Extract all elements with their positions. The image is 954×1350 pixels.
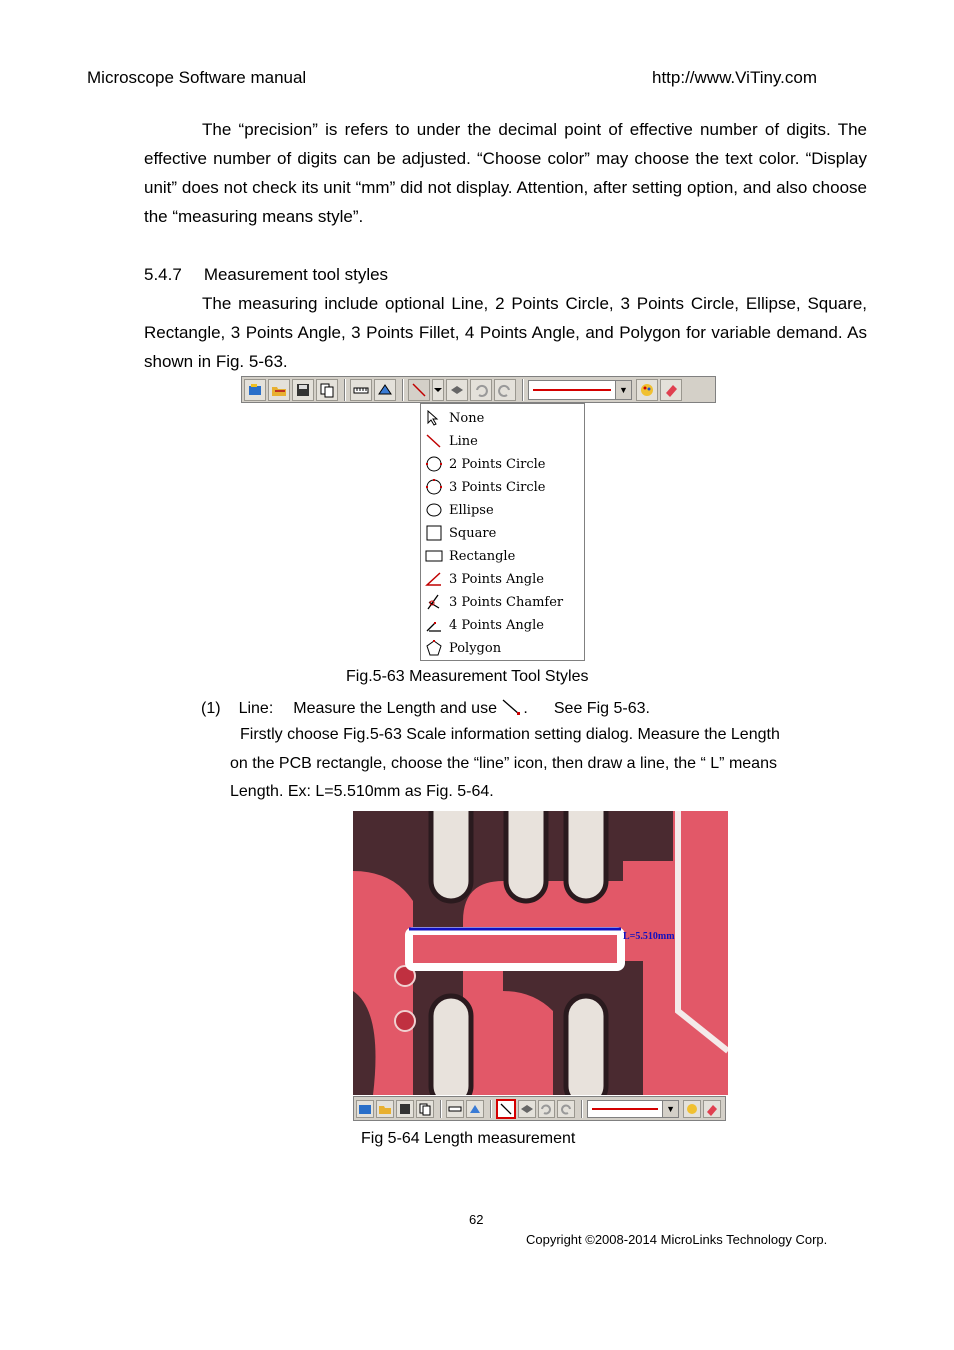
menu-item-square[interactable]: Square [425, 522, 496, 544]
fig64-toolbar [353, 1096, 726, 1121]
angle-4pt-icon [425, 617, 443, 633]
section-number: 5.4.7 [144, 265, 182, 284]
eraser-layer-icon[interactable] [518, 1100, 536, 1118]
line-tool-icon [501, 698, 523, 716]
copy-icon[interactable] [316, 379, 338, 401]
save-disk-icon[interactable] [396, 1100, 414, 1118]
circle-3pt-icon [425, 479, 443, 495]
page-number: 62 [469, 1212, 484, 1227]
copy-icon[interactable] [416, 1100, 434, 1118]
header-url: http://www.ViTiny.com [652, 68, 818, 87]
menu-item-line[interactable]: Line [425, 430, 478, 452]
item1-desc-line2: on the PCB rectangle, choose the “line” icon, then draw a line, the “ L” means [230, 755, 777, 772]
line-tool-icon[interactable] [408, 379, 430, 401]
measurement-tool-menu [420, 403, 585, 661]
redo-icon[interactable] [557, 1100, 575, 1118]
section-title: Measurement tool styles [203, 265, 389, 284]
rectangle-icon [425, 548, 443, 564]
tool-dropdown-arrow-icon[interactable] [432, 379, 444, 401]
item1-text-c: See Fig 5-63. [553, 700, 650, 717]
menu-item-2-points-circle[interactable]: 2 Points Circle [425, 453, 545, 475]
open-camera-icon[interactable] [244, 379, 266, 401]
line-style-select[interactable]: ▼ [587, 1100, 679, 1118]
calibrate-icon[interactable] [466, 1100, 484, 1118]
menu-item-rectangle[interactable]: Rectangle [425, 545, 515, 567]
redo-icon[interactable] [494, 379, 516, 401]
section-heading [144, 260, 388, 289]
menu-item-3-points-circle[interactable]: 3 Points Circle [425, 476, 545, 498]
undo-icon[interactable] [538, 1100, 556, 1118]
pcb-micrograph [353, 811, 728, 1095]
eraser-icon[interactable] [660, 379, 682, 401]
item1-num: (1) [201, 700, 221, 717]
color-palette-icon[interactable] [636, 379, 658, 401]
toolbar-separator [581, 1100, 583, 1118]
pcb-image [353, 811, 728, 1095]
menu-item-3-points-angle[interactable]: 3 Points Angle [425, 568, 544, 590]
intro-paragraph: The “precision” is refers to under the decimal point of effective number of digits. The effective number of digits can be adjusted. “Choose color” may choose the text color. “Display unit” does not check its unit “mm” did not display. Attention, after setting option, and also choose the “measuring means style”. [144, 120, 867, 226]
toolbar-separator [490, 1100, 492, 1118]
save-disk-icon[interactable] [292, 379, 314, 401]
item1-desc-line3: Length. Ex: L=5.510mm as Fig. 5-64. [230, 783, 494, 800]
fig64-caption: Fig 5-64 Length measurement [361, 1130, 576, 1147]
copyright: Copyright ©2008-2014 MicroLinks Technology Corp. [526, 1232, 828, 1247]
open-camera-icon[interactable] [356, 1100, 374, 1118]
toolbar-separator [440, 1100, 442, 1118]
fig63-caption: Fig.5-63 Measurement Tool Styles [346, 668, 589, 685]
line-tool-icon[interactable] [496, 1099, 516, 1119]
item1-line: (1) Line: Measure the Length and use . See Fig 5-63. [201, 700, 650, 717]
pointer-icon [425, 410, 443, 426]
chamfer-icon [425, 594, 443, 610]
open-folder-icon[interactable] [376, 1100, 394, 1118]
ruler-icon[interactable] [446, 1100, 464, 1118]
toolbar-separator [402, 379, 404, 401]
eraser-icon[interactable] [703, 1100, 721, 1118]
fig63-toolbar [241, 376, 716, 403]
color-palette-icon[interactable] [683, 1100, 701, 1118]
measure-label: L=5.510mm [623, 931, 675, 942]
section-paragraph: The measuring include optional Line, 2 Points Circle, 3 Points Circle, Ellipse, Square, Rectangle, 3 Points Angle, 3 Points Fillet, 4 Points Angle, and Polygon for variable demand. As shown in Fig. 5-63. [144, 294, 867, 371]
item1-text-a: Measure the Length and use [293, 700, 497, 717]
eraser-layer-icon[interactable] [446, 379, 468, 401]
open-folder-icon[interactable] [268, 379, 290, 401]
toolbar-separator [344, 379, 346, 401]
item1-label: Line: [238, 700, 274, 717]
menu-item-4-points-angle[interactable]: 4 Points Angle [425, 614, 544, 636]
ruler-icon[interactable] [350, 379, 372, 401]
menu-item-none[interactable]: None [425, 407, 484, 429]
menu-item-polygon[interactable]: Polygon [425, 637, 501, 659]
line-tool-icon [425, 433, 443, 449]
line-style-select[interactable]: ▼ [528, 380, 632, 400]
circle-2pt-icon [425, 456, 443, 472]
angle-3pt-icon [425, 571, 443, 587]
menu-item-ellipse[interactable]: Ellipse [425, 499, 494, 521]
item1-desc-line1: Firstly choose Fig.5-63 Scale information setting dialog. Measure the Length [240, 726, 780, 743]
calibrate-icon[interactable] [374, 379, 396, 401]
header-title: Microscope Software manual [87, 68, 307, 87]
polygon-icon [425, 640, 443, 656]
square-icon [425, 525, 443, 541]
menu-item-3-points-chamfer[interactable]: 3 Points Chamfer [425, 591, 563, 613]
ellipse-icon [425, 502, 443, 518]
toolbar-separator [522, 379, 524, 401]
undo-icon[interactable] [470, 379, 492, 401]
